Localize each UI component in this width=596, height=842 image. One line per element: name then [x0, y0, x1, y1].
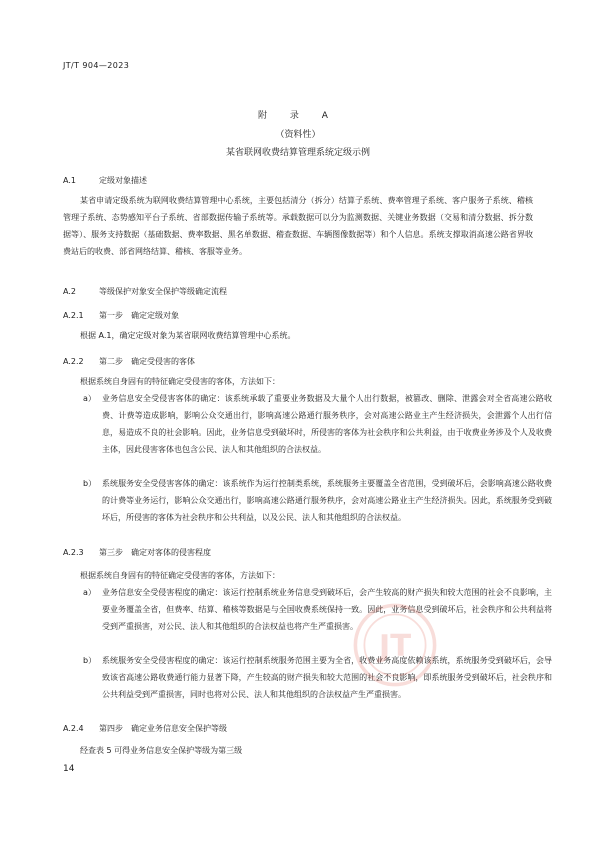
appendix-label: 附 录 A	[258, 111, 338, 121]
list-item-text: 业务信息安全受侵害程度的确定：该运行控制系统业务信息受到破坏后，会产生较高的财产损失和较大范围的社会不良影响，主要业务覆盖全省，但费率、结算、稽核等数据是与全国收费系统保持一致。因此，业务信息受到破坏后，社会秩序和公共利益将受到严重损害，对公民、法人和其他组织的合法权益也将产生严重损害。	[102, 588, 552, 631]
section-heading-a24	[63, 723, 227, 734]
list-item-text: 业务信息安全受侵害客体的确定：该系统承载了重要业务数据及大量个人出行数据，被篡改、删除、泄露会对全省高速公路收费、计费等造成影响，影响公众交通出行，影响高速公路通行服务秩序，会对高速公路业主产生经济损失，会泄露个人出行信息，易造成不良的社会影响。因此，业务信息受到破坏时，所侵害的客体为社会秩序和公共利益，由于收费业务涉及个人及收费主体，因此侵害客体也包含公民、法人和其他组织的合法权益。	[102, 394, 552, 454]
section-heading-a23	[63, 547, 211, 558]
list-item-text: 系统服务安全受侵害程度的确定：该运行控制系统服务范围主要为全省，收费业务高度依赖该系统，系统服务受到破坏后，会导致该省高速公路收费通行能力显著下降，产生较高的财产损失和较大范围的社会不良影响，即系统服务受到破坏后，社会秩序和公共利益受到严重损害，同时也将对公民、法人和其他组织的合法权益产生严重损害。	[102, 656, 552, 699]
svg-text:JT: JT	[378, 628, 412, 664]
section-title: 定级对象描述	[99, 176, 147, 185]
list-marker: b）	[83, 656, 97, 665]
section-title: 第四步 确定业务信息安全保护等级	[99, 724, 227, 733]
list-marker: a）	[83, 588, 96, 597]
list-marker: a）	[83, 394, 96, 403]
section-number: A.2.1	[63, 311, 84, 320]
paragraph-a21: 根据 A.1，确定定级对象为某省联网收费结算管理中心系统。	[80, 331, 296, 340]
list-item-a22-a	[83, 390, 552, 458]
list-item-text: 系统服务安全受侵害客体的确定：该系统作为运行控制类系统，系统服务主要覆盖全省范围，受到破坏后，会影响高速公路收费的计费等业务运行，影响公众交通出行，影响高速公路通行服务秩序，会对高速公路业主产生经济损失。因此，系统服务受到破坏后，所侵害的客体为社会秩序和公共利益，以及公民、法人和其他组织的合法权益。	[102, 479, 552, 522]
list-item-a22-b	[83, 475, 552, 526]
section-title: 第二步 确定受侵害的客体	[99, 357, 195, 366]
standard-code: JT/T 904—2023	[63, 61, 130, 70]
watermark-seal	[350, 600, 440, 690]
appendix-title: 某省联网收费结算管理系统定级示例	[225, 148, 370, 158]
section-title: 第一步 确定定级对象	[99, 311, 179, 320]
section-heading-a2	[63, 286, 227, 297]
list-item-a23-b	[83, 652, 552, 703]
paragraph-a23-intro: 根据系统自身固有的特征确定受侵害的客体，方法如下：	[80, 571, 280, 580]
paragraph-a24: 经查表 5 可得业务信息安全保护等级为第三级	[80, 746, 243, 755]
list-item-a23-a	[83, 584, 552, 635]
section-number: A.1	[63, 176, 76, 185]
appendix-type: （资料性）	[275, 130, 321, 140]
section-heading-a22	[63, 356, 195, 367]
paragraph-a1: 某省申请定级系统为联网收费结算管理中心系统，主要包括清分（拆分）结算子系统、费率管理子系统、客户服务子系统、稽核管理子系统、态势感知平台子系统、省部数据传输子系统等。承载数据可以分为监测数据、关键业务数据（交易和清分数据、拆分数据等）、服务支持数据（基础数据、费率数据、黑名单数据、稽查数据、车辆图像数据等）和个人信息。系统支撑取消高速公路省界收费站后的收费、部省网络结算、稽核、客服等业务。	[63, 196, 533, 256]
section-title: 等级保护对象安全保护等级确定流程	[99, 287, 227, 296]
page-number: 14	[63, 764, 75, 774]
section-number: A.2.2	[63, 357, 84, 366]
section-title: 第三步 确定对客体的侵害程度	[99, 548, 211, 557]
section-number: A.2	[63, 287, 76, 296]
section-number: A.2.4	[63, 724, 84, 733]
paragraph-a22-intro: 根据系统自身固有的特征确定受侵害的客体，方法如下：	[80, 377, 280, 386]
section-number: A.2.3	[63, 548, 84, 557]
section-heading-a21	[63, 310, 179, 321]
section-heading-a1	[63, 175, 147, 186]
list-marker: b）	[83, 479, 97, 488]
